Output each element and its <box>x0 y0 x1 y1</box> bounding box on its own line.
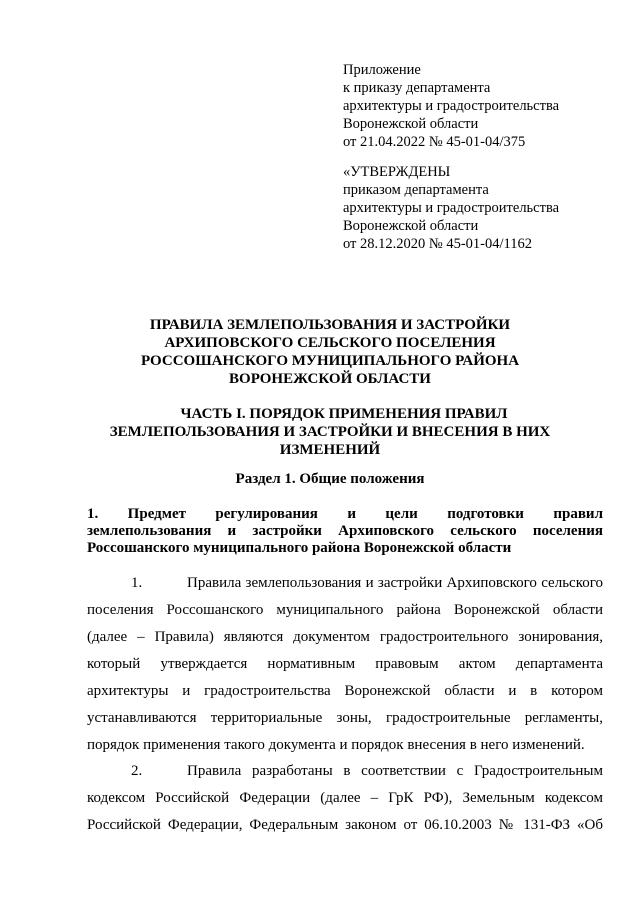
approved-line: от 28.12.2020 № 45-01-04/1162 <box>343 236 533 252</box>
section-title: Раздел 1. Общие положения <box>235 471 425 487</box>
part-title <box>60 405 600 459</box>
paragraph-line: который утверждается нормативным правовым актом департамента <box>87 656 603 672</box>
document-title-line: ВОРОНЕЖСКОЙ ОБЛАСТИ <box>229 371 431 387</box>
paragraph-line: Российской Федерации, Федеральным законом от 06.10.2003 № 131-ФЗ «Об <box>87 817 603 833</box>
paragraph-2 <box>87 758 603 839</box>
paragraph-line: устанавливаются территориальные зоны, градостроительные регламенты, <box>87 710 603 726</box>
paragraph-line <box>87 758 603 785</box>
attachment-line: к приказу департамента <box>343 80 491 96</box>
paragraph-line: поселения Россошанского муниципального района Воронежской области <box>87 602 603 618</box>
paragraph-line: (далее – Правила) являются документом градостроительного зонирования, <box>87 629 603 645</box>
approved-line: «УТВЕРЖДЕНЫ <box>343 164 451 180</box>
approved-line: Воронежской области <box>343 218 479 234</box>
paragraph-number: 2. <box>131 763 143 779</box>
approved-line: приказом департамента <box>343 182 489 198</box>
document-title <box>60 316 600 388</box>
part-title-line: ЗЕМЛЕПОЛЬЗОВАНИЯ И ЗАСТРОЙКИ И ВНЕСЕНИЯ В НИХ <box>109 424 551 440</box>
paragraph-line: архитектуры и градостроительства Воронежской области и в котором <box>87 683 603 699</box>
part-title-line: ИЗМЕНЕНИЙ <box>279 442 381 458</box>
approved-block <box>343 163 613 253</box>
attachment-line: от 21.04.2022 № 45-01-04/375 <box>343 134 526 150</box>
paragraph-line <box>87 570 603 597</box>
paragraph-line: порядок применения такого документа и порядок внесения в него изменений. <box>87 737 585 753</box>
attachment-line: архитектуры и градостроительства <box>343 98 560 114</box>
part-title-line: ЧАСТЬ I. ПОРЯДОК ПРИМЕНЕНИЯ ПРАВИЛ <box>180 406 508 422</box>
document-title-line: ПРАВИЛА ЗЕМЛЕПОЛЬЗОВАНИЯ И ЗАСТРОЙКИ <box>149 317 511 333</box>
article-heading-line: 1. Предмет регулирования и цели подготовки правил <box>87 506 603 522</box>
document-title-line: АРХИПОВСКОГО СЕЛЬСКОГО ПОСЕЛЕНИЯ <box>164 335 496 351</box>
attachment-line: Воронежской области <box>343 116 479 132</box>
paragraph-text: Правила землепользования и застройки Архиповского сельского <box>187 575 603 591</box>
article-heading <box>87 506 603 557</box>
article-heading-line: Россошанского муниципального района Воронежской области <box>87 540 512 556</box>
document-title-line: РОССОШАНСКОГО МУНИЦИПАЛЬНОГО РАЙОНА <box>140 353 520 369</box>
approved-line: архитектуры и градостроительства <box>343 200 560 216</box>
paragraph-1 <box>87 570 603 759</box>
paragraph-number: 1. <box>131 575 143 591</box>
attachment-block <box>343 61 613 151</box>
article-heading-line: землепользования и застройки Архиповского сельского поселения <box>87 523 603 539</box>
attachment-line: Приложение <box>343 62 421 78</box>
paragraph-text: Правила разработаны в соответствии с Градостроительным <box>187 763 603 779</box>
paragraph-line: кодексом Российской Федерации (далее – ГрК РФ), Земельным кодексом <box>87 790 603 806</box>
